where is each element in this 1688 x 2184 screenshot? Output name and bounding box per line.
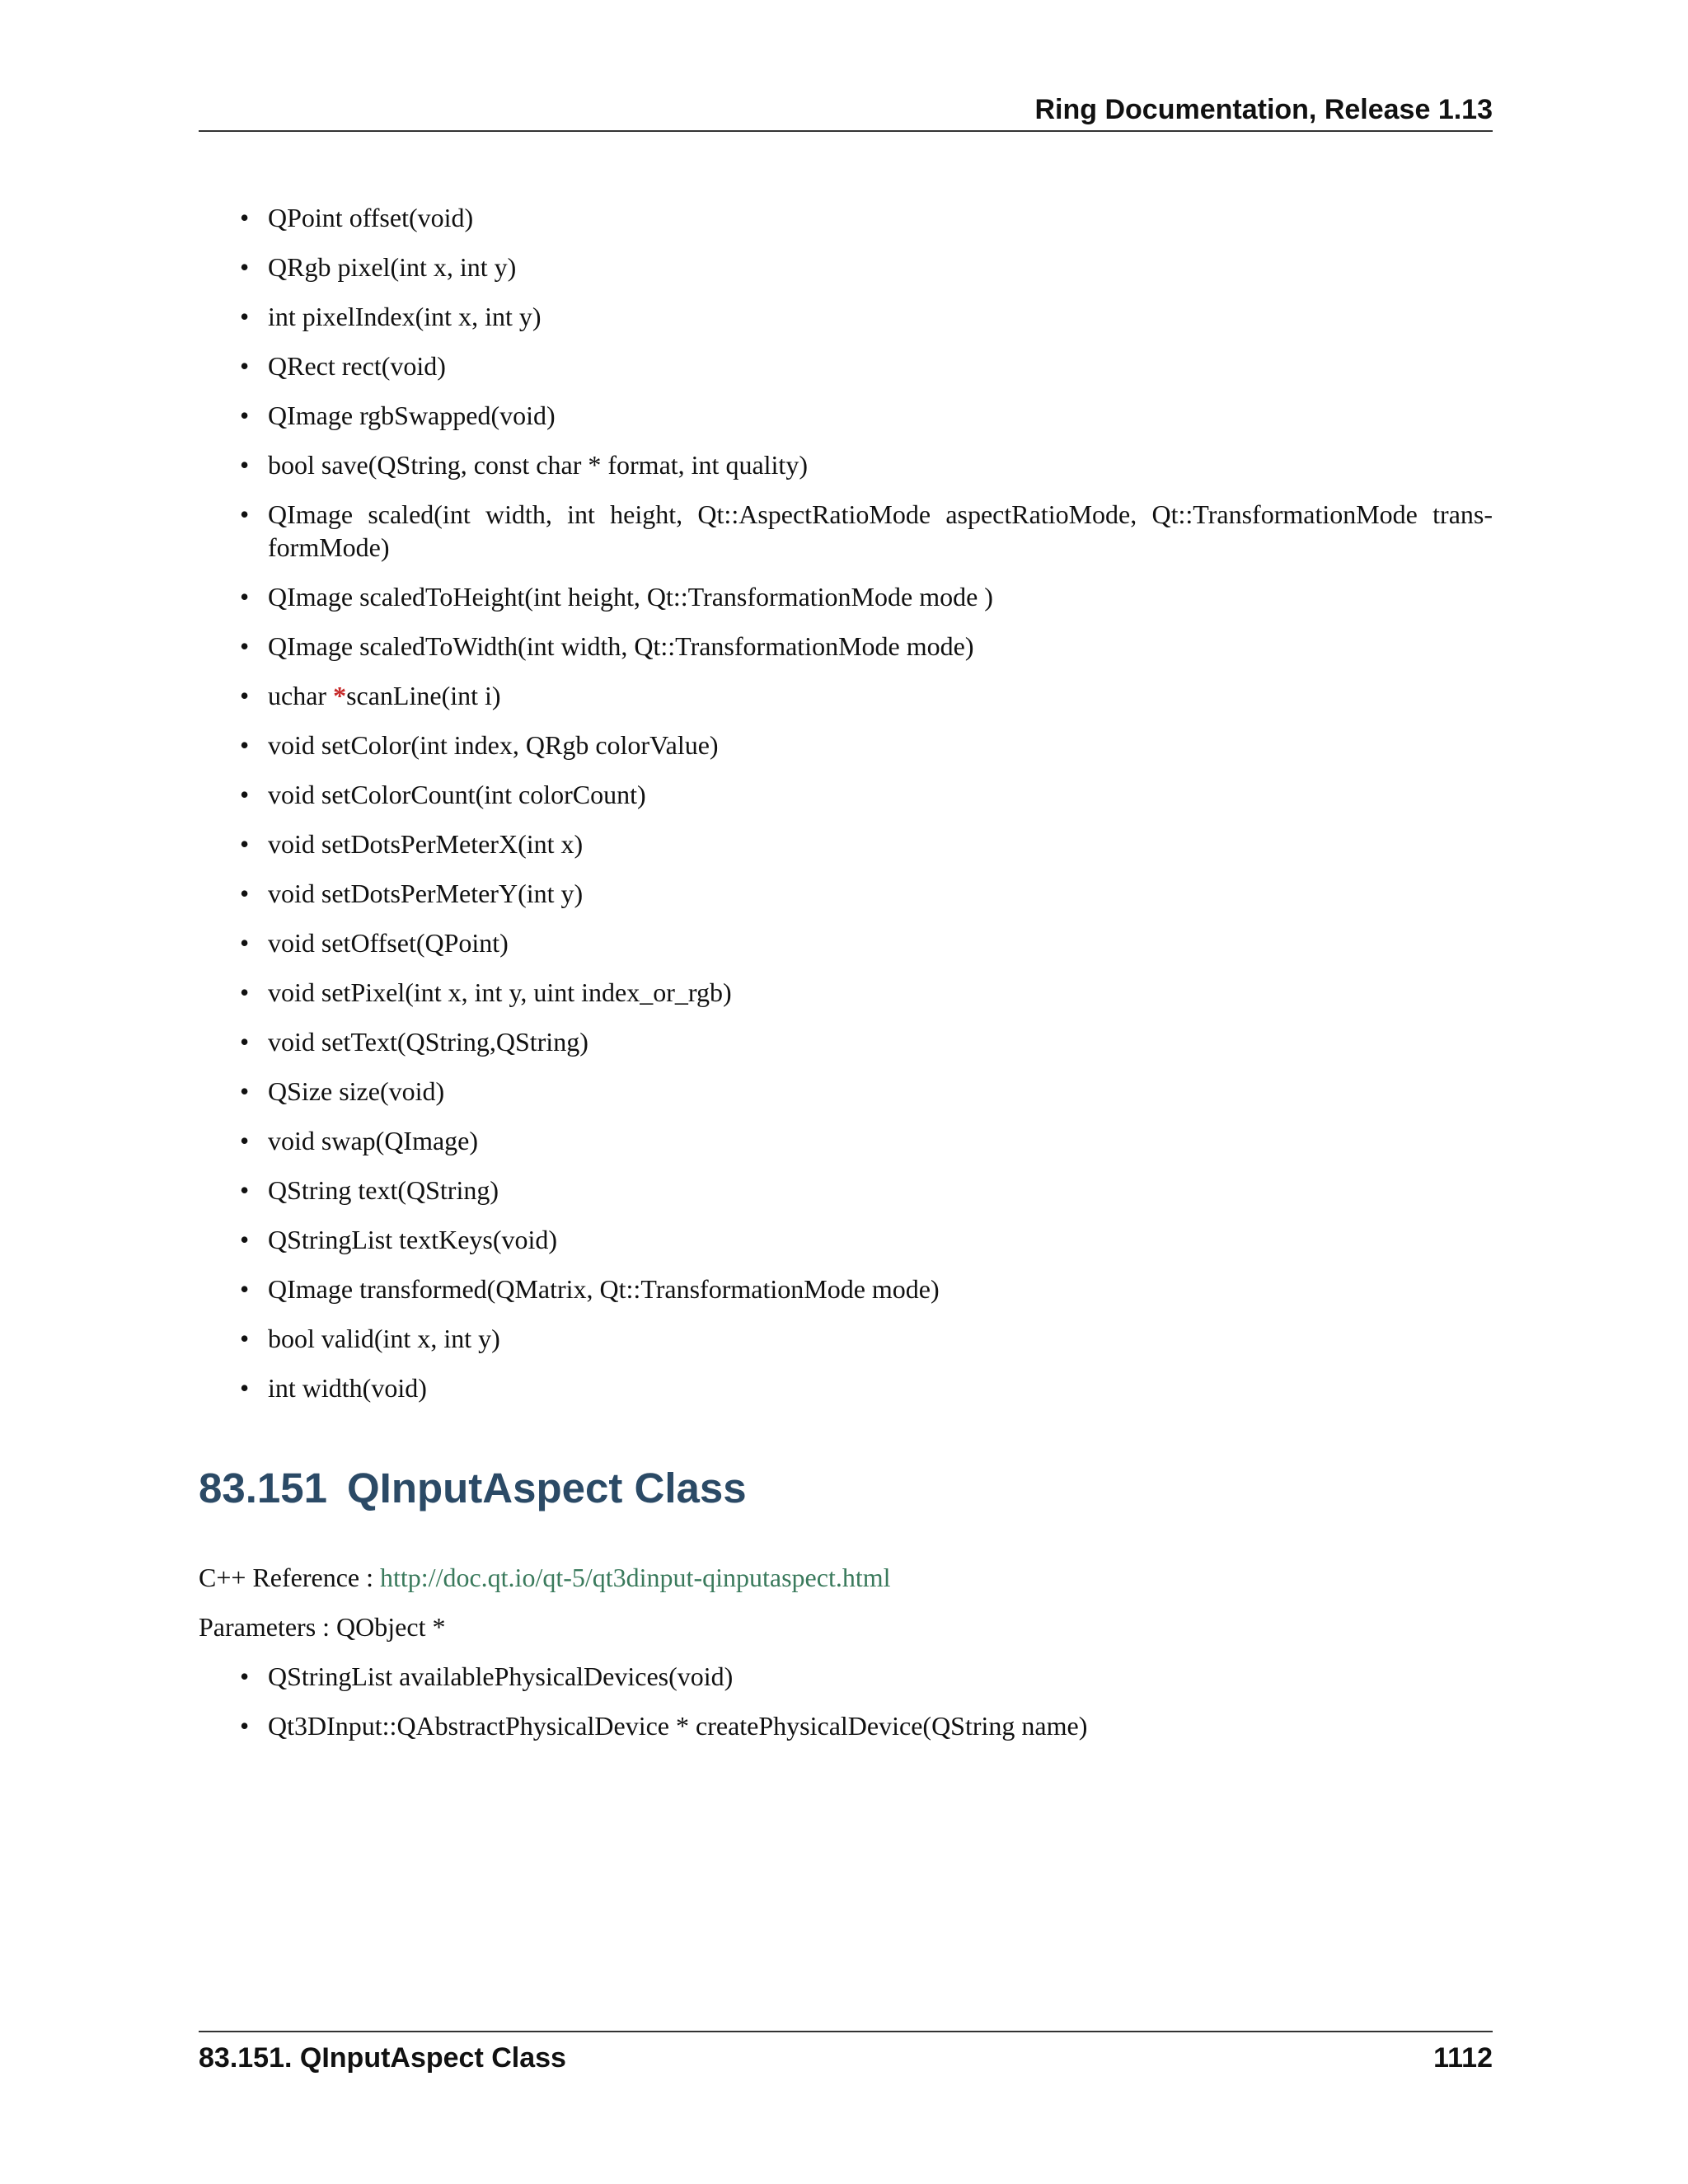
bullet-icon: • bbox=[240, 203, 250, 232]
page-header bbox=[199, 92, 1493, 132]
section-heading bbox=[199, 1464, 747, 1512]
list-item: • void setPixel(int x, int y, uint index_or_rgb) bbox=[240, 977, 732, 1007]
list-item: • QImage rgbSwapped(void) bbox=[240, 401, 556, 430]
bullet-icon: • bbox=[240, 302, 250, 331]
list-item: • QStringList textKeys(void) bbox=[240, 1225, 558, 1254]
list-item: • bool save(QString, const char * format, int quality) bbox=[240, 450, 808, 480]
list-item: • QString text(QString) bbox=[240, 1175, 499, 1205]
bullet-icon: • bbox=[240, 1225, 250, 1254]
bullet-icon: • bbox=[240, 879, 250, 908]
list-item: • void setDotsPerMeterX(int x) bbox=[240, 829, 584, 859]
list-item: • QPoint offset(void) bbox=[240, 203, 474, 232]
cpp-reference bbox=[199, 1561, 891, 1594]
section-title-text: QInputAspect Class bbox=[347, 1465, 747, 1511]
bullet-icon: • bbox=[240, 351, 250, 381]
list-item: • void setDotsPerMeterY(int y) bbox=[240, 879, 584, 908]
list-item: • QImage transformed(QMatrix, Qt::TransformationMode mode) bbox=[240, 1274, 940, 1304]
method-list-qinputaspect bbox=[199, 1660, 1493, 1759]
list-item: • void swap(QImage) bbox=[240, 1126, 479, 1155]
bullet-icon: • bbox=[240, 730, 250, 760]
bullet-icon: • bbox=[240, 829, 250, 859]
list-item: • QRgb pixel(int x, int y) bbox=[240, 252, 517, 282]
bullet-icon: • bbox=[240, 928, 250, 958]
bullet-icon: • bbox=[240, 252, 250, 282]
list-item: • QImage scaledToWidth(int width, Qt::TransformationMode mode) bbox=[240, 631, 974, 661]
bullet-icon: • bbox=[240, 780, 250, 809]
cpp-reference-link[interactable]: http://doc.qt.io/qt-5/qt3dinput-qinputaspect.html bbox=[380, 1563, 891, 1592]
bullet-icon: • bbox=[240, 450, 250, 480]
list-item bbox=[199, 498, 1493, 564]
bullet-icon: • bbox=[240, 977, 250, 1007]
document-title: Ring Documentation, Release 1.13 bbox=[1034, 94, 1493, 125]
list-item: • QRect rect(void) bbox=[240, 351, 446, 381]
list-item: • Qt3DInput::QAbstractPhysicalDevice * createPhysicalDevice(QString name) bbox=[240, 1711, 1088, 1741]
bullet-icon: • bbox=[240, 1126, 250, 1155]
bullet-icon: • bbox=[240, 1711, 250, 1741]
bullet-icon: • bbox=[240, 401, 250, 430]
bullet-icon: • bbox=[240, 1274, 250, 1304]
list-item: • void setOffset(QPoint) bbox=[240, 928, 509, 958]
parameters-line: Parameters : QObject * bbox=[199, 1612, 446, 1642]
list-item: • int pixelIndex(int x, int y) bbox=[240, 302, 542, 331]
scaled-method-text: QImage scaled(int width, int height, Qt::AspectRatioMode aspectRatioMode, Qt::TransformationMode trans-formMode) bbox=[268, 499, 1493, 562]
section-number: 83.151 bbox=[199, 1465, 327, 1511]
bullet-icon: • bbox=[240, 631, 250, 661]
list-item: • QStringList availablePhysicalDevices(void) bbox=[240, 1661, 734, 1691]
page-number: 1112 bbox=[1433, 2042, 1493, 2074]
list-item: • void setColorCount(int colorCount) bbox=[240, 780, 646, 809]
bullet-icon: • bbox=[240, 681, 250, 710]
footer-section: 83.151. QInputAspect Class bbox=[199, 2042, 566, 2074]
asterisk-highlight: * bbox=[333, 681, 347, 710]
list-item: • bool valid(int x, int y) bbox=[240, 1324, 500, 1353]
list-item bbox=[199, 679, 1493, 712]
page-footer bbox=[199, 2031, 1493, 2090]
scanline-method-text: uchar *scanLine(int i) bbox=[268, 681, 501, 710]
bullet-icon: • bbox=[240, 1373, 250, 1403]
bullet-icon: • bbox=[240, 582, 250, 612]
bullet-icon: • bbox=[240, 1175, 250, 1205]
list-item: • void setColor(int index, QRgb colorValue) bbox=[240, 730, 719, 760]
bullet-icon: • bbox=[240, 499, 250, 529]
list-item: • QSize size(void) bbox=[240, 1076, 445, 1106]
bullet-icon: • bbox=[240, 1324, 250, 1353]
bullet-icon: • bbox=[240, 1661, 250, 1691]
cpp-reference-label: C++ Reference : bbox=[199, 1563, 380, 1592]
list-item: • void setText(QString,QString) bbox=[240, 1027, 588, 1057]
method-list-qimage bbox=[199, 201, 1493, 1421]
list-item: • QImage scaledToHeight(int height, Qt::TransformationMode mode ) bbox=[240, 582, 993, 612]
list-item: • int width(void) bbox=[240, 1373, 427, 1403]
bullet-icon: • bbox=[240, 1076, 250, 1106]
bullet-icon: • bbox=[240, 1027, 250, 1057]
